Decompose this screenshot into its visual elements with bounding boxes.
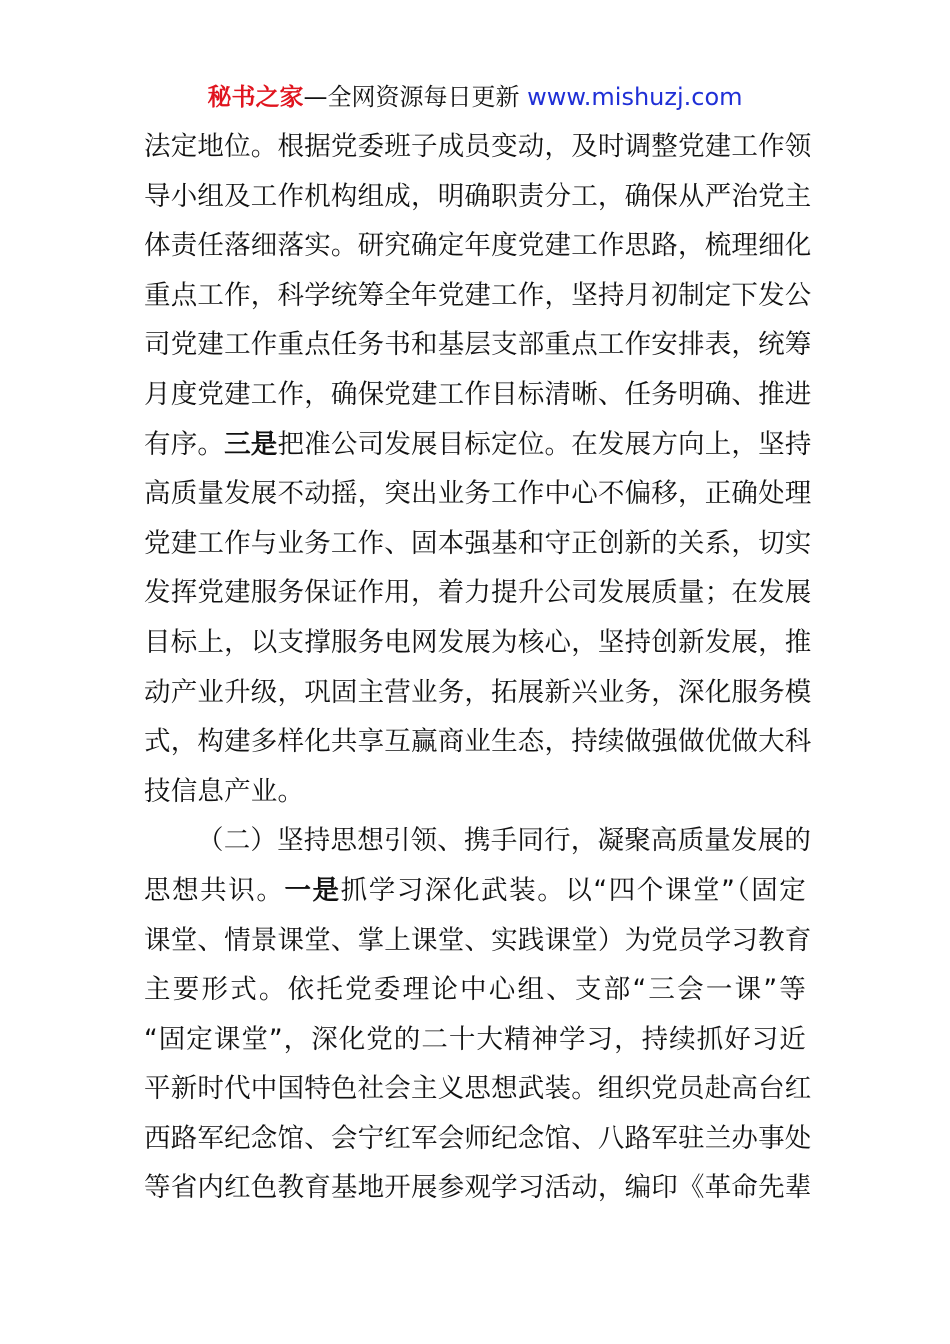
site-header [0,80,950,114]
document-body [144,122,812,1213]
text-segment: 平新时代中国特色社会主义思想武装。组织党员赴高台红 [144,1073,812,1105]
text-segment: 重点工作，科学统筹全年党建工作，坚持月初制定下发公 [144,279,812,311]
text-segment: 法定地位。根据党委班子成员变动，及时调整党建工作领 [144,131,812,162]
text-line [144,420,812,470]
text-segment: 有序。 [144,428,225,460]
text-segment: 党建工作与业务工作、固本强基和守正创新的关系，切实 [144,527,812,559]
text-line [144,568,812,618]
text-segment: 抓学习深化武装。以“四个课堂”（固定 [340,874,807,906]
text-segment: 主要形式。依托党委理论中心组、支部“三会一课”等 [144,974,806,1006]
text-line [144,221,812,271]
site-brand: 秘书之家 [207,83,304,111]
text-segment: 式，构建多样化共享互赢商业生态，持续做强做优做大科 [144,726,812,758]
text-segment: 思想共识。 [144,874,285,906]
text-segment: 月度党建工作，确保党建工作目标清晰、任务明确、推进 [144,378,812,410]
text-segment: 目标上，以支撑服务电网发展为核心，坚持创新发展，推 [144,626,812,658]
text-line [144,1064,812,1114]
text-line [144,1114,812,1164]
text-segment: “固定课堂”，深化党的二十大精神学习，持续抓好习近 [144,1023,806,1055]
text-line [144,271,812,321]
text-segment: 西路军纪念馆、会宁红军会师纪念馆、八路军驻兰办事处 [144,1122,812,1154]
text-segment: 导小组及工作机构组成，明确职责分工，确保从严治党主 [144,180,812,212]
text-segment: 课堂、情景课堂、掌上课堂、实践课堂）为党员学习教育 [144,924,812,956]
text-line [144,717,812,767]
text-segment: 司党建工作重点任务书和基层支部重点工作安排表，统筹 [144,329,812,361]
text-segment: 动产业升级，巩固主营业务，拓展新兴业务，深化服务模 [144,676,812,708]
text-line [144,767,806,817]
text-line [144,469,812,519]
text-segment: 高质量发展不动摇，突出业务工作中心不偏移，正确处理 [144,478,812,510]
text-line [144,965,806,1015]
text-line [144,1015,806,1065]
text-line [144,618,812,668]
site-tagline: —全网资源每日更新 [303,83,520,111]
text-line [144,866,806,916]
text-line [144,668,812,718]
text-segment: 等省内红色教育基地开展参观学习活动，编印《革命先辈 [144,1172,812,1204]
text-line [144,370,812,420]
bold-keyword: 三是 [224,428,278,460]
text-line [144,1163,812,1213]
text-line [144,122,812,172]
text-segment: （二）坚持思想引领、携手同行，凝聚高质量发展的 [197,825,812,857]
text-segment: 把准公司发展目标定位。在发展方向上，坚持 [277,428,812,460]
text-line [144,519,812,569]
text-segment: 技信息产业。 [144,775,305,807]
text-segment: 发挥党建服务保证作用，着力提升公司发展质量；在发展 [144,577,812,609]
site-url-link[interactable]: www.mishuzj.com [527,83,743,111]
text-line [144,320,812,370]
text-line [144,916,812,966]
bold-keyword: 一是 [284,874,341,906]
text-line [144,816,812,866]
text-line [144,172,812,222]
text-segment: 体责任落细落实。研究确定年度党建工作思路，梳理细化 [144,230,812,262]
